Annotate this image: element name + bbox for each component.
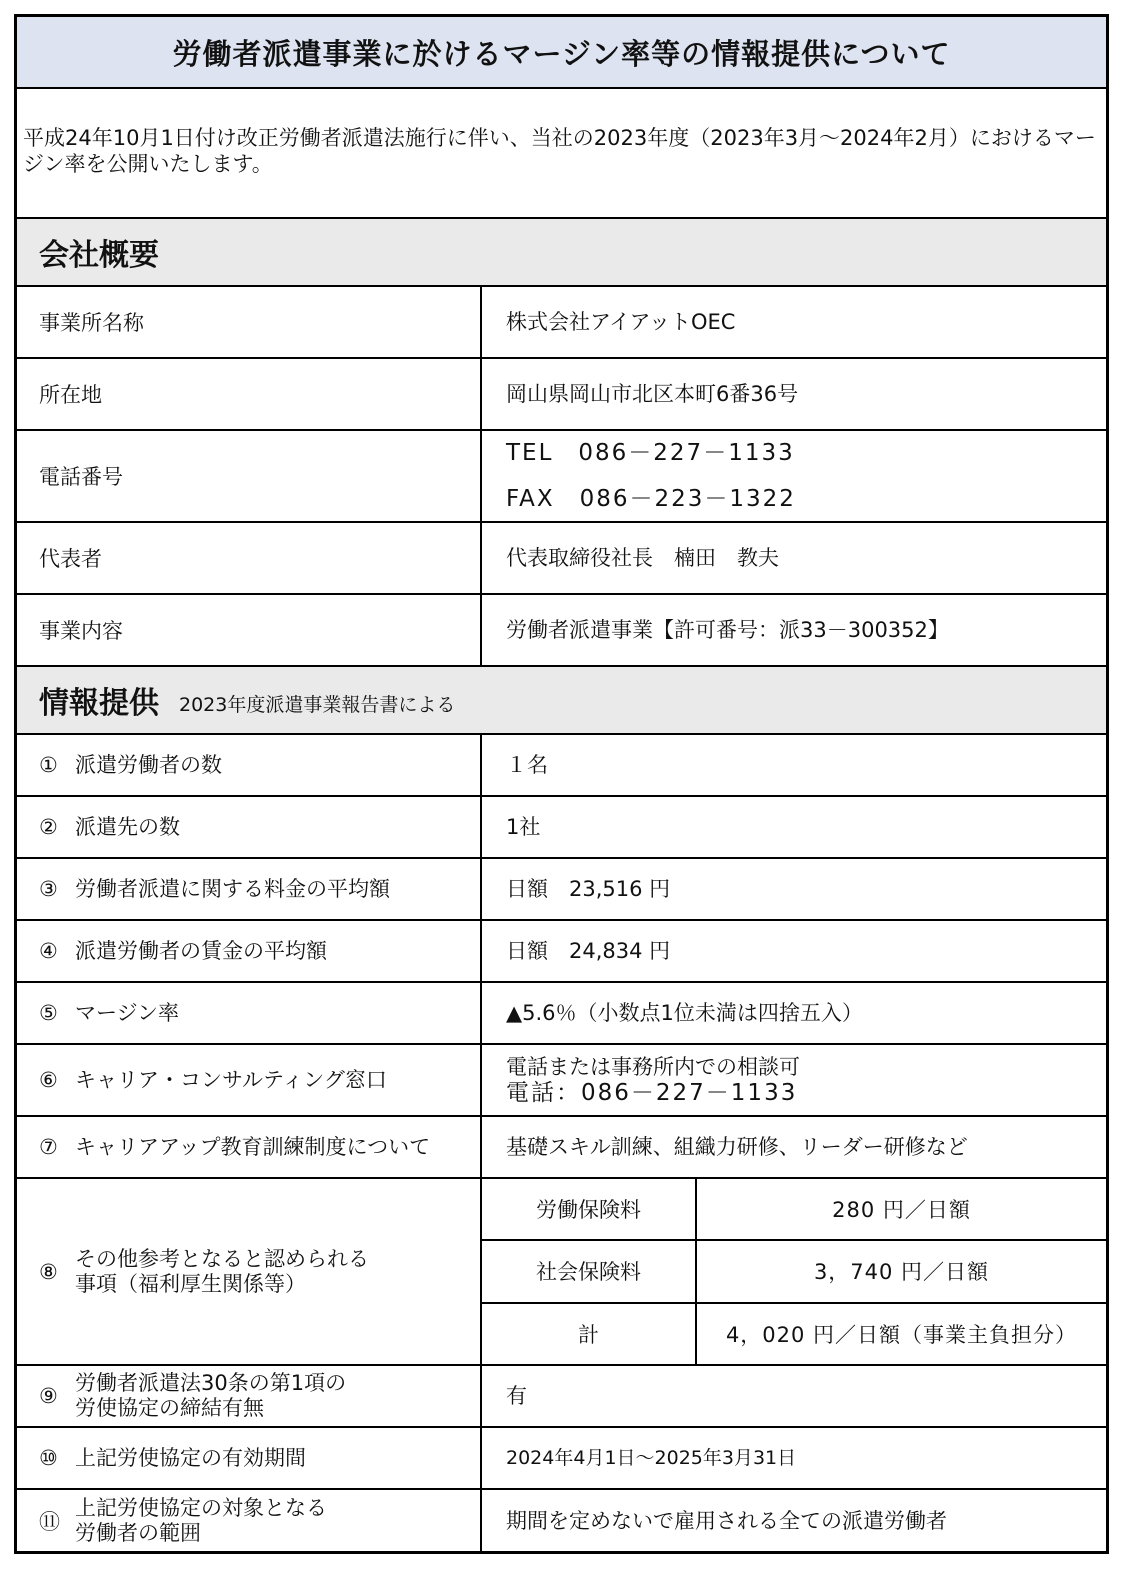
company-row-business — [17, 595, 1106, 667]
row-value: 日額 23,516 円 — [506, 876, 671, 901]
info-row-4 — [17, 921, 1106, 983]
row-number: ⑧ — [39, 1259, 58, 1284]
welfare-label: 社会保険料 — [482, 1241, 697, 1301]
info-row-1 — [17, 735, 1106, 797]
row-value: 有 — [506, 1383, 527, 1408]
row-label: 事業内容 — [17, 595, 482, 665]
welfare-value: 4，020 円／日額（事業主負担分） — [725, 1322, 1078, 1347]
row-number: ④ — [39, 939, 58, 963]
row-label: 派遣先の数 — [75, 814, 180, 839]
company-row-name — [17, 287, 1106, 359]
info-row-3 — [17, 859, 1106, 921]
row-label: 所在地 — [17, 359, 482, 429]
company-row-representative — [17, 523, 1106, 595]
info-row-11 — [17, 1490, 1106, 1552]
row-label-line2: 労使協定の締結有無 — [75, 1396, 264, 1420]
company-heading: 会社概要 — [39, 238, 159, 273]
row-number: ⑩ — [39, 1446, 58, 1470]
info-row-9 — [17, 1366, 1106, 1428]
row-value: ▲5.6％（小数点1位未満は四捨五入） — [506, 1000, 863, 1025]
info-subheading: 2023年度派遣事業報告書による — [179, 693, 456, 716]
row-label-line1: 上記労使協定の対象となる — [75, 1496, 327, 1520]
company-section-header — [17, 219, 1106, 287]
row-value: 代表取締役社長 楠田 教夫 — [506, 545, 779, 570]
info-row-7 — [17, 1117, 1106, 1179]
intro-text: 平成24年10月1日付け改正労働者派遣法施行に伴い、当社の2023年度（2023年3月～2024年2月）におけるマージン率を公開いたします。 — [17, 89, 1106, 219]
consulting-note: 電話または事務所内での相談可 — [506, 1055, 800, 1079]
welfare-label: 計 — [482, 1304, 697, 1364]
row-label: 派遣労働者の賃金の平均額 — [75, 938, 327, 963]
row-number: ⑪ — [39, 1510, 60, 1534]
welfare-value: 3，740 円／日額 — [813, 1260, 990, 1285]
info-row-6 — [17, 1045, 1106, 1117]
row-value: 岡山県岡山市北区本町6番36号 — [506, 381, 799, 406]
row-value: 2024年4月1日～2025年3月31日 — [506, 1446, 797, 1469]
row-label-line1: その他参考となると認められる — [75, 1246, 369, 1271]
company-row-phone — [17, 431, 1106, 523]
welfare-row-labor-insurance — [482, 1179, 1106, 1241]
row-label: 上記労使協定の有効期間 — [75, 1445, 306, 1470]
row-number: ① — [39, 753, 58, 777]
row-label: 事業所名称 — [17, 287, 482, 357]
tel-number: TEL 086－227－1133 — [506, 440, 795, 466]
row-label-line1: 労働者派遣法30条の第1項の — [75, 1371, 347, 1395]
row-label: 代表者 — [17, 523, 482, 593]
company-row-address — [17, 359, 1106, 431]
row-value: １名 — [506, 752, 548, 777]
disclosure-document — [14, 14, 1109, 1554]
page-title: 労働者派遣事業に於けるマージン率等の情報提供について — [17, 17, 1106, 89]
row-value: 期間を定めないで雇用される全ての派遣労働者 — [506, 1508, 947, 1533]
row-value: 労働者派遣事業【許可番号：派33－300352】 — [506, 617, 949, 642]
welfare-subtable — [482, 1179, 1106, 1364]
row-label: 労働者派遣に関する料金の平均額 — [75, 876, 390, 901]
row-number: ② — [39, 815, 58, 839]
row-label: キャリア・コンサルティング窓口 — [75, 1067, 387, 1092]
row-label-line2: 労働者の範囲 — [75, 1521, 201, 1545]
row-number: ⑨ — [39, 1384, 58, 1408]
welfare-label: 労働保険料 — [482, 1179, 697, 1239]
info-row-10 — [17, 1428, 1106, 1490]
welfare-row-total — [482, 1304, 1106, 1364]
row-label: マージン率 — [75, 1000, 180, 1025]
row-label: 電話番号 — [17, 431, 482, 521]
row-value: 基礎スキル訓練、組織力研修、リーダー研修など — [506, 1134, 968, 1159]
row-number: ⑥ — [39, 1068, 58, 1092]
row-label-line2: 事項（福利厚生関係等） — [75, 1271, 306, 1296]
consulting-phone: 電話：086－227－1133 — [506, 1080, 798, 1106]
info-row-8 — [17, 1179, 1106, 1366]
row-number: ⑦ — [39, 1135, 58, 1159]
row-label: キャリアアップ教育訓練制度について — [75, 1134, 431, 1159]
fax-number: FAX 086－223－1322 — [506, 486, 796, 512]
row-label: 派遣労働者の数 — [75, 752, 222, 777]
welfare-value: 280 円／日額 — [832, 1198, 971, 1223]
welfare-row-social-insurance — [482, 1241, 1106, 1303]
row-number: ⑤ — [39, 1001, 58, 1025]
info-heading: 情報提供 — [39, 686, 159, 721]
row-value: 株式会社アイアットOEC — [506, 309, 736, 334]
info-section-header — [17, 667, 1106, 735]
row-number: ③ — [39, 877, 58, 901]
row-value: 1社 — [506, 814, 541, 839]
row-value: 日額 24,834 円 — [506, 938, 671, 963]
info-row-2 — [17, 797, 1106, 859]
info-row-5 — [17, 983, 1106, 1045]
